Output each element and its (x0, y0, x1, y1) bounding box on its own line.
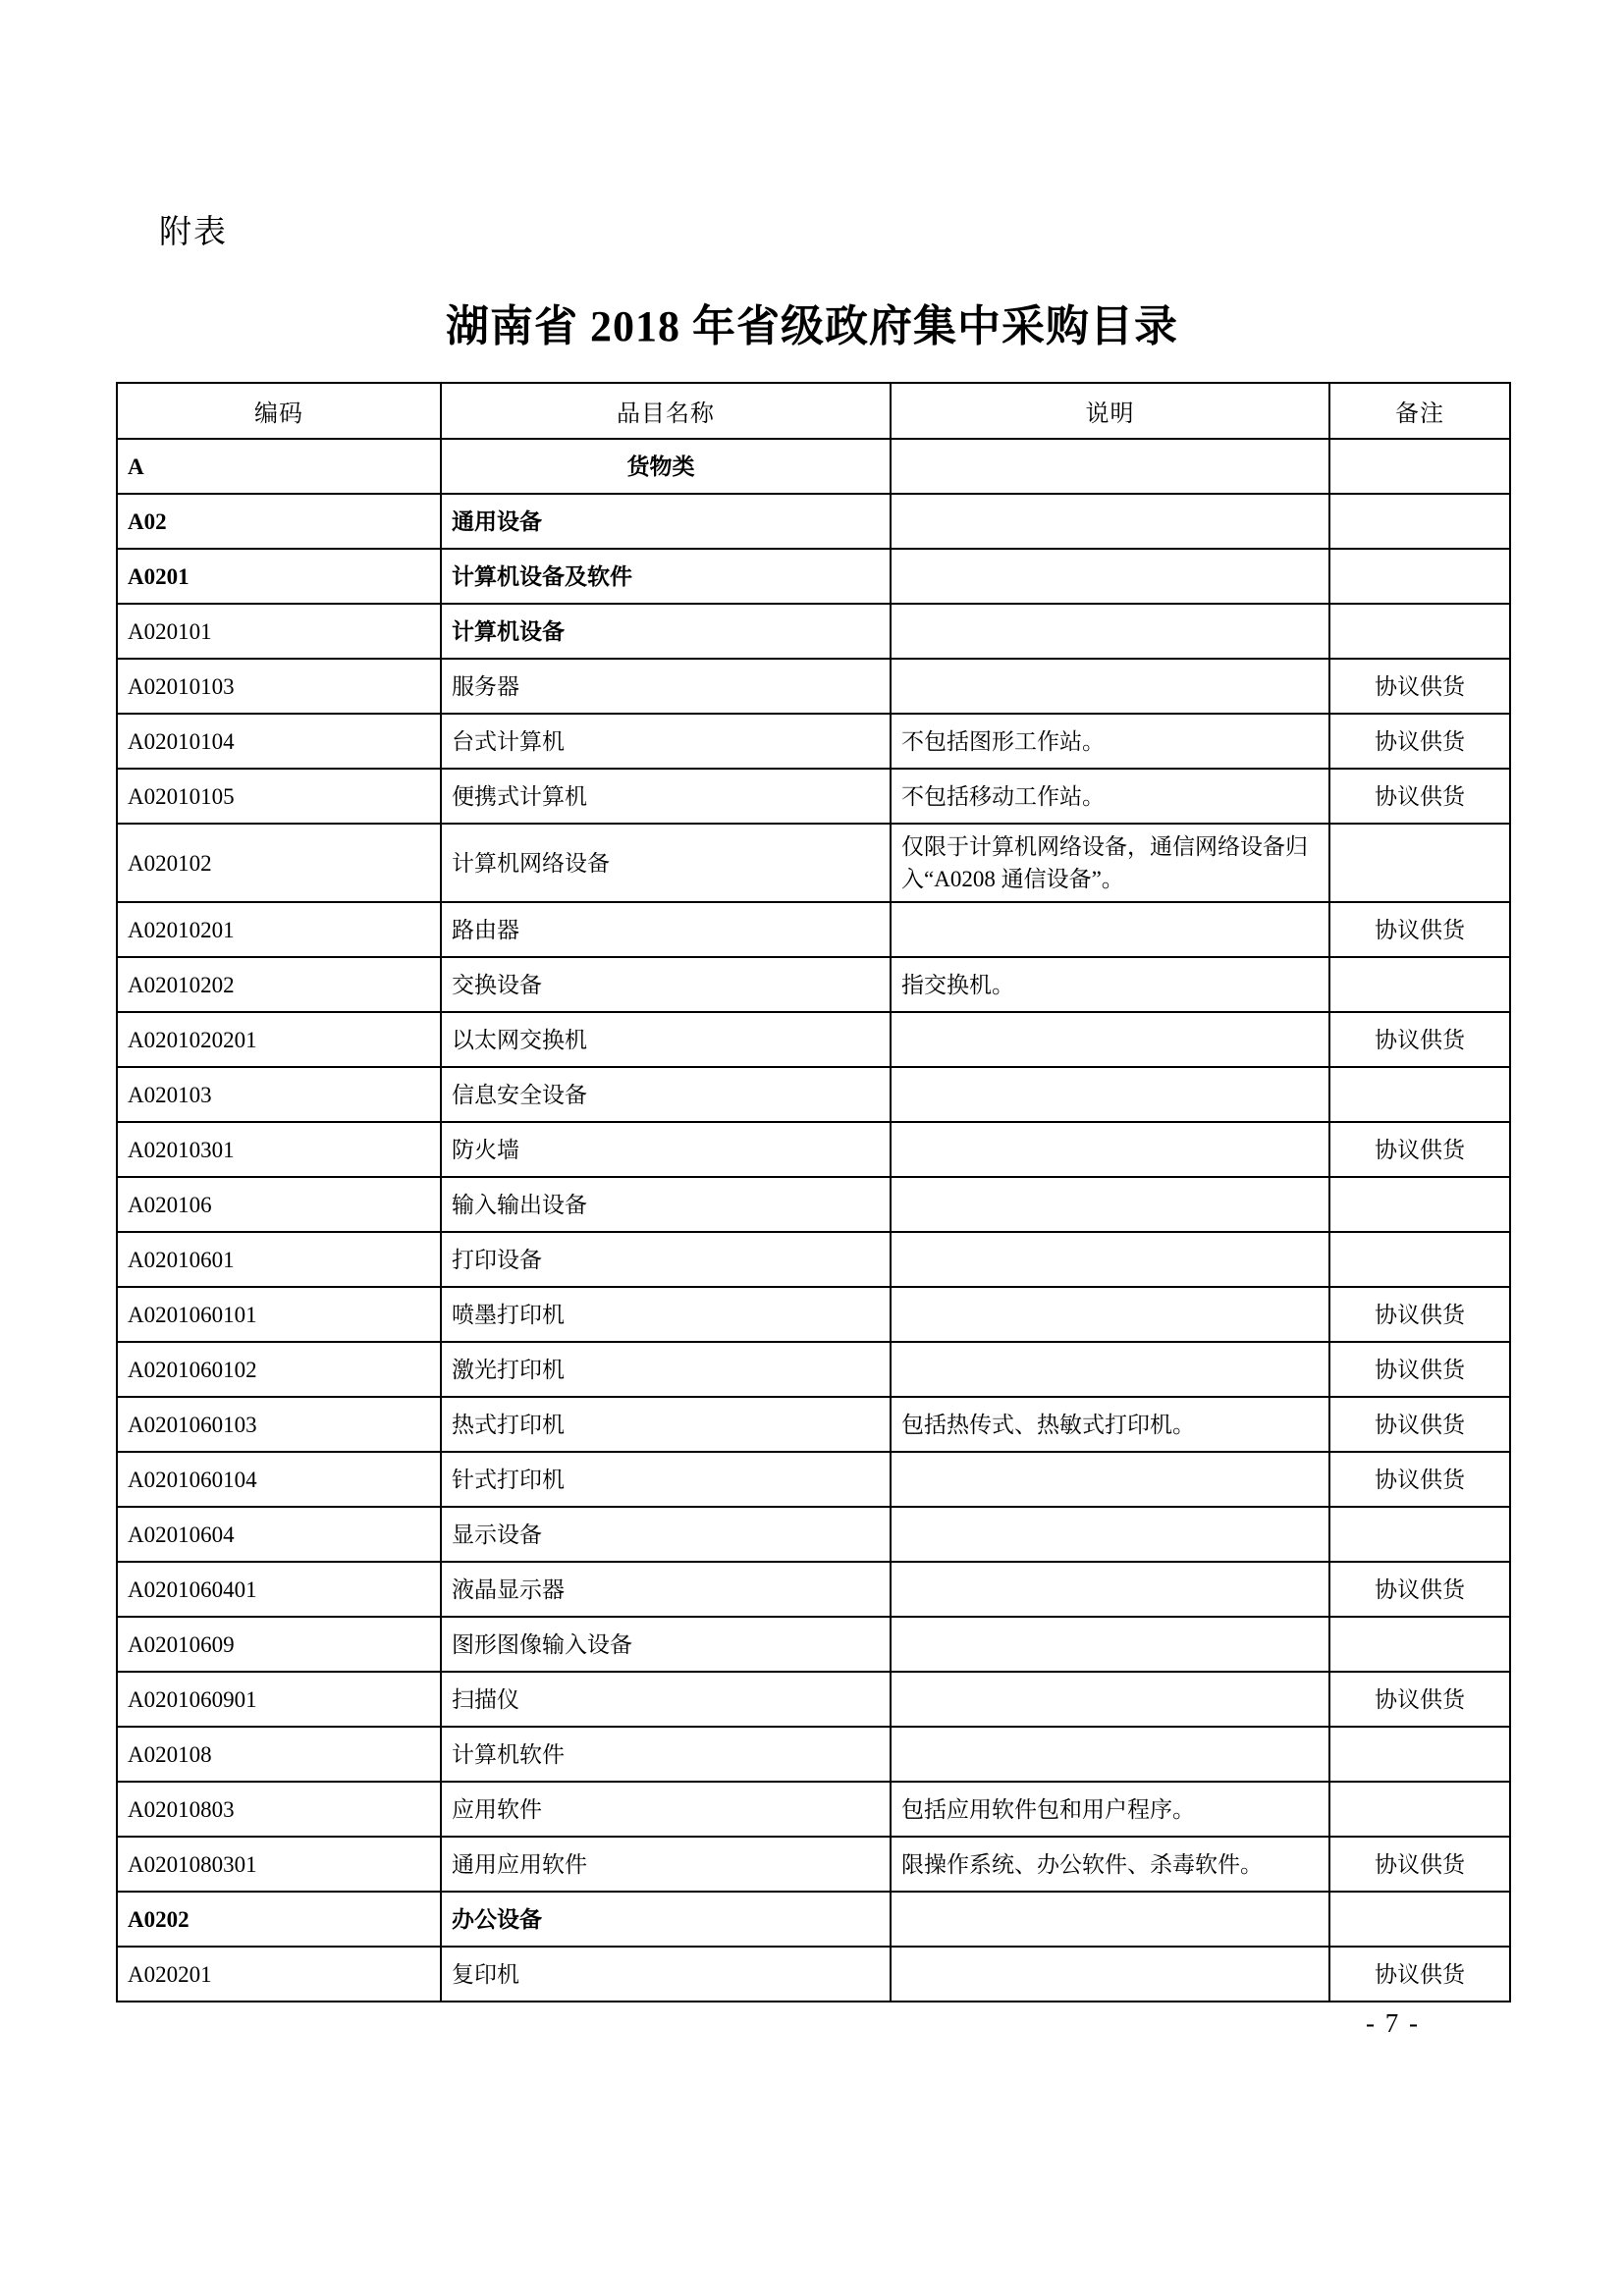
cell-name: 通用设备 (441, 494, 891, 549)
table-row (117, 1727, 1510, 1782)
cell-name: 计算机设备 (441, 604, 891, 659)
cell-code: A02010103 (117, 659, 441, 714)
cell-desc (891, 659, 1329, 714)
procurement-catalog-table (116, 382, 1511, 2002)
cell-remark: 协议供货 (1329, 1672, 1510, 1727)
cell-code: A02010609 (117, 1617, 441, 1672)
cell-remark (1329, 439, 1510, 494)
cell-desc: 仅限于计算机网络设备，通信网络设备归入“A0208 通信设备”。 (891, 824, 1329, 902)
header-cell-desc: 说明 (891, 383, 1329, 439)
cell-desc (891, 1947, 1329, 2002)
table-row (117, 1122, 1510, 1177)
cell-name: 打印设备 (441, 1232, 891, 1287)
cell-name: 针式打印机 (441, 1452, 891, 1507)
table-row (117, 1012, 1510, 1067)
cell-desc (891, 439, 1329, 494)
cell-name: 图形图像输入设备 (441, 1617, 891, 1672)
cell-name: 应用软件 (441, 1782, 891, 1837)
cell-remark (1329, 957, 1510, 1012)
cell-remark: 协议供货 (1329, 769, 1510, 824)
cell-code: A02010604 (117, 1507, 441, 1562)
cell-name: 交换设备 (441, 957, 891, 1012)
cell-desc (891, 1012, 1329, 1067)
cell-name: 服务器 (441, 659, 891, 714)
cell-desc (891, 494, 1329, 549)
cell-name: 复印机 (441, 1947, 891, 2002)
table-row (117, 1892, 1510, 1947)
cell-name: 计算机软件 (441, 1727, 891, 1782)
cell-remark (1329, 1617, 1510, 1672)
cell-name: 以太网交换机 (441, 1012, 891, 1067)
cell-code: A0201060102 (117, 1342, 441, 1397)
cell-remark (1329, 1892, 1510, 1947)
table-row (117, 1617, 1510, 1672)
cell-desc (891, 1892, 1329, 1947)
cell-code: A02010105 (117, 769, 441, 824)
cell-name: 激光打印机 (441, 1342, 891, 1397)
cell-name: 台式计算机 (441, 714, 891, 769)
cell-code: A020101 (117, 604, 441, 659)
cell-desc (891, 1177, 1329, 1232)
cell-code: A020108 (117, 1727, 441, 1782)
cell-name: 防火墙 (441, 1122, 891, 1177)
cell-desc (891, 1287, 1329, 1342)
table-row (117, 1287, 1510, 1342)
table-row (117, 659, 1510, 714)
table-row (117, 769, 1510, 824)
cell-remark: 协议供货 (1329, 1342, 1510, 1397)
table-row (117, 1782, 1510, 1837)
table-row (117, 824, 1510, 902)
cell-name: 液晶显示器 (441, 1562, 891, 1617)
cell-name: 喷墨打印机 (441, 1287, 891, 1342)
table-row (117, 1562, 1510, 1617)
cell-remark: 协议供货 (1329, 1837, 1510, 1892)
cell-code: A0201060104 (117, 1452, 441, 1507)
cell-code: A02010601 (117, 1232, 441, 1287)
cell-remark (1329, 604, 1510, 659)
cell-remark: 协议供货 (1329, 1452, 1510, 1507)
cell-code: A0201080301 (117, 1837, 441, 1892)
cell-code: A020103 (117, 1067, 441, 1122)
cell-code: A (117, 439, 441, 494)
cell-code: A02 (117, 494, 441, 549)
cell-desc: 不包括移动工作站。 (891, 769, 1329, 824)
cell-remark: 协议供货 (1329, 1397, 1510, 1452)
table-row (117, 1947, 1510, 2002)
cell-remark (1329, 1782, 1510, 1837)
table-row (117, 1177, 1510, 1232)
cell-name: 扫描仪 (441, 1672, 891, 1727)
cell-name: 便携式计算机 (441, 769, 891, 824)
table-row (117, 1507, 1510, 1562)
cell-code: A020102 (117, 824, 441, 902)
table-row (117, 1397, 1510, 1452)
cell-remark (1329, 824, 1510, 902)
cell-remark: 协议供货 (1329, 1947, 1510, 2002)
cell-remark: 协议供货 (1329, 659, 1510, 714)
cell-name: 办公设备 (441, 1892, 891, 1947)
cell-desc (891, 1342, 1329, 1397)
table-row (117, 902, 1510, 957)
table-row (117, 957, 1510, 1012)
table-row (117, 1452, 1510, 1507)
cell-name: 显示设备 (441, 1507, 891, 1562)
cell-desc (891, 902, 1329, 957)
cell-code: A02010201 (117, 902, 441, 957)
cell-remark: 协议供货 (1329, 902, 1510, 957)
table-row (117, 604, 1510, 659)
cell-desc (891, 1507, 1329, 1562)
cell-remark (1329, 549, 1510, 604)
cell-remark (1329, 1507, 1510, 1562)
cell-name: 热式打印机 (441, 1397, 891, 1452)
cell-code: A0201060103 (117, 1397, 441, 1452)
cell-remark (1329, 1067, 1510, 1122)
table-row (117, 549, 1510, 604)
cell-code: A0201060901 (117, 1672, 441, 1727)
table-row (117, 1837, 1510, 1892)
cell-name: 计算机设备及软件 (441, 549, 891, 604)
cell-code: A020106 (117, 1177, 441, 1232)
cell-desc: 包括热传式、热敏式打印机。 (891, 1397, 1329, 1452)
header-cell-remark: 备注 (1329, 383, 1510, 439)
table-row (117, 714, 1510, 769)
cell-name: 货物类 (441, 439, 891, 494)
cell-desc (891, 1672, 1329, 1727)
cell-code: A020201 (117, 1947, 441, 2002)
cell-code: A0201020201 (117, 1012, 441, 1067)
cell-code: A0201 (117, 549, 441, 604)
cell-desc (891, 1727, 1329, 1782)
appendix-label: 附表 (159, 213, 228, 249)
cell-remark: 协议供货 (1329, 1562, 1510, 1617)
table-header-row (117, 383, 1510, 439)
table-row (117, 1067, 1510, 1122)
header-cell-code: 编码 (117, 383, 441, 439)
cell-name: 路由器 (441, 902, 891, 957)
table-row (117, 494, 1510, 549)
cell-desc (891, 1617, 1329, 1672)
table-row (117, 1232, 1510, 1287)
page-number: - 7 - (1366, 2008, 1420, 2038)
cell-desc (891, 1122, 1329, 1177)
cell-remark: 协议供货 (1329, 714, 1510, 769)
procurement-table-body (117, 439, 1510, 2002)
table-row (117, 1672, 1510, 1727)
cell-remark: 协议供货 (1329, 1287, 1510, 1342)
cell-name: 计算机网络设备 (441, 824, 891, 902)
cell-code: A02010202 (117, 957, 441, 1012)
cell-desc (891, 1562, 1329, 1617)
cell-desc (891, 1232, 1329, 1287)
table-row (117, 1342, 1510, 1397)
cell-name: 输入输出设备 (441, 1177, 891, 1232)
cell-remark (1329, 494, 1510, 549)
cell-remark: 协议供货 (1329, 1122, 1510, 1177)
cell-desc: 限操作系统、办公软件、杀毒软件。 (891, 1837, 1329, 1892)
cell-code: A02010301 (117, 1122, 441, 1177)
cell-desc (891, 1067, 1329, 1122)
cell-remark (1329, 1232, 1510, 1287)
table-row (117, 439, 1510, 494)
cell-desc (891, 1452, 1329, 1507)
header-cell-name: 品目名称 (441, 383, 891, 439)
cell-remark: 协议供货 (1329, 1012, 1510, 1067)
cell-code: A0202 (117, 1892, 441, 1947)
cell-code: A02010803 (117, 1782, 441, 1837)
cell-desc (891, 604, 1329, 659)
cell-desc: 不包括图形工作站。 (891, 714, 1329, 769)
cell-remark (1329, 1177, 1510, 1232)
cell-desc: 指交换机。 (891, 957, 1329, 1012)
cell-code: A0201060101 (117, 1287, 441, 1342)
cell-code: A02010104 (117, 714, 441, 769)
cell-desc: 包括应用软件包和用户程序。 (891, 1782, 1329, 1837)
cell-code: A0201060401 (117, 1562, 441, 1617)
cell-desc (891, 549, 1329, 604)
document-title: 湖南省 2018 年省级政府集中采购目录 (446, 302, 1178, 350)
cell-name: 通用应用软件 (441, 1837, 891, 1892)
cell-remark (1329, 1727, 1510, 1782)
cell-name: 信息安全设备 (441, 1067, 891, 1122)
